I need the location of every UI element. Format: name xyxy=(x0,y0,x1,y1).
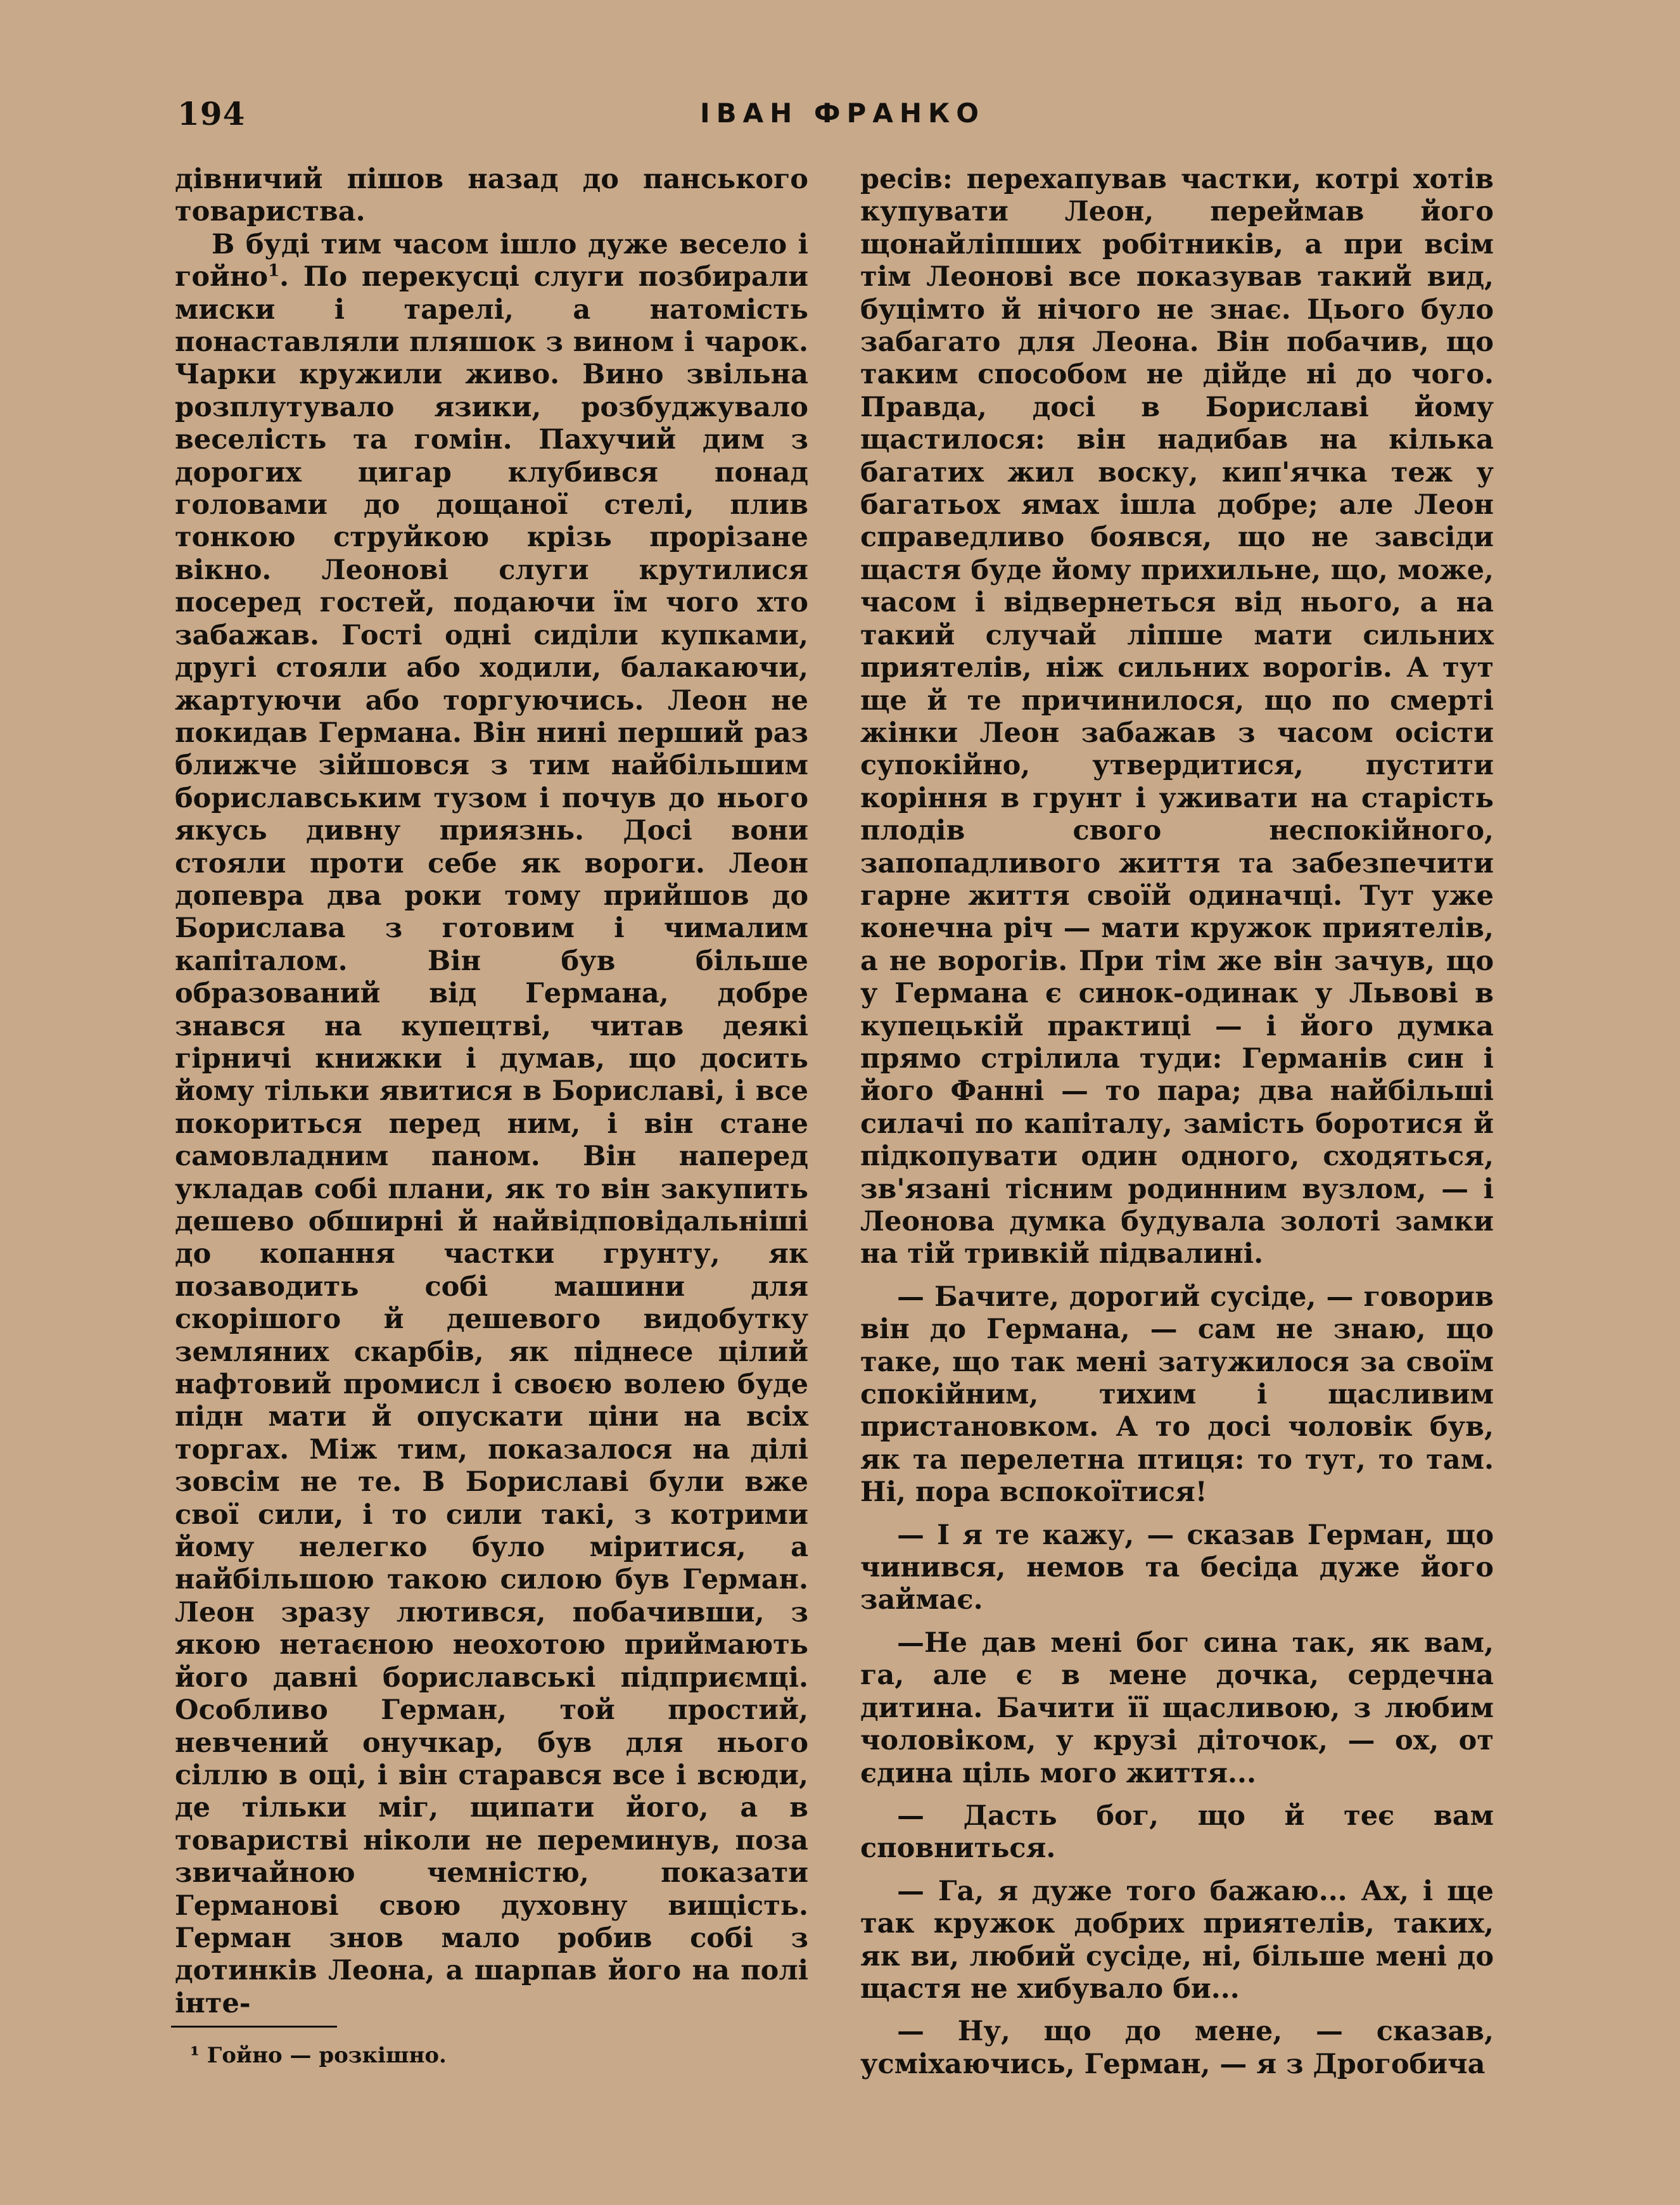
paragraph: ресів: перехапував частки, котрі хотів купувати Леон, переймав його щонайліпших робітників, а при всім тім Леонові все показував такий вид, буцімто й нічого не знає. Цього було забагато для Леона. Він побачив, що таким способом не дійде ні до чого. Правда, досі в Бориславі йому щастилося: він надибав на кілька багатих жил воску, кип'ячка теж у багатьох ямах ішла добре; але Леон справедливо боявся, що не завсіди щастя буде йому прихильне, що, може, часом і відвернеться від нього, а на такий случай ліпше мати сильних приятелів, ніж сильних ворогів. А тут ще й те причинилося, що по смерті жінки Леон забажав з часом осісти супокійно, утвердитися, пустити коріння в грунт і уживати на старість плодів свого неспокійного, запопадливого життя та забезпечити гарне життя своїй одиначці. Тут уже конечна річ — мати кружок приятелів, а не ворогів. При тім же він зачув, що у Германа є синок-одинак у Львові в купецькій практиці — і його думка прямо стрілила туди: Германів син і його Фанні — то пара; два найбільші силачі по капіталу, замість боротися й підкопувати один одного, сходяться, зв'язані тісним родинним вузлом, — і Леонова думка будувала золоті замки на тій тривкій підвалині. xyxy=(860,163,1494,1270)
running-head: ІВАН ФРАНКО xyxy=(699,98,986,129)
paragraph: дівничий пішов назад до панського товариства. xyxy=(175,163,808,228)
dialogue-paragraph: — Дасть бог, що й теє вам сповниться. xyxy=(860,1799,1494,1865)
paragraph xyxy=(175,229,808,2020)
page-header xyxy=(177,95,1508,146)
dialogue-paragraph: — Бачите, дорогий сусіде, — говорив він до Германа, — сам не знаю, що таке, що так мені затужилося за своїм спокійним, тихим і щасливим пристановком. А то досі чоловік був, як та перелетна птиця: то тут, то там. Ні, пора вспокоїтися! xyxy=(860,1281,1494,1509)
footnote: ¹ Гойно — розкішно. xyxy=(190,2043,447,2068)
dialogue-paragraph: — Ну, що до мене, — сказав, усміхаючись, Герман, — я з Дрогобича xyxy=(860,2016,1494,2080)
footnote-rule xyxy=(171,2026,337,2028)
right-column xyxy=(860,163,1494,2081)
page-number: 194 xyxy=(177,95,246,132)
dialogue-paragraph: —Не дав мені бог сина так, як вам, га, але є в мене дочка, сердечна дитина. Бачити її щасливою, з любим чоловіком, у крузі діточок, — ох, от єдина ціль мого життя... xyxy=(860,1627,1494,1789)
paragraph-text: . По перекусці слуги позбирали миски і тарелі, а натомість понаставляли пляшок з вином і чарок. Чарки кружили живо. Вино звільна розплутувало язики, розбуджувало веселість та гомін. Пахучий дим з дорогих цигар клубився понад головами до дощаної стелі, плив тонкою струйкою крізь прорізане вікно. Леонові слуги крутилися посеред гостей, подаючи їм чого хто забажав. Гості одні сиділи купками, другі стояли або ходили, балакаючи, жартуючи або торгуючись. Леон не покидав Германа. Він нині перший раз ближче зійшовся з тим найбільшим бориславським тузом і почув до нього якусь дивну приязнь. Досі вони стояли проти себе як вороги. Леон допевра два роки тому прийшов до Борислава з готовим і чималим капіталом. Він був більше образований від Германа, добре знався на купецтві, читав деякі гірничі книжки і думав, що досить йому тільки явитися в Бориславі, і все покориться перед ним, і він стане самовладним паном. Він наперед укладав собі плани, як то він закупить дешево обширні й найвідповідальніші до копання частки грунту, як позаводить собі машини для скорішого й дешевого видобутку земляних скарбів, як піднесе цілий нафтовий промисл і своєю волею буде підн мати й опускати ціни на всіх торгах. Між тим, показалося на ділі зовсім не те. В Бориславі були вже свої сили, і то сили такі, з котрими йому нелегко було міритися, а найбільшою такою силою був Герман. Леон зразу лютився, побачивши, з якою нетаєною неохотою приймають його давні бориславські підприємці. Особливо Герман, той простий, невчений онучкар, був для нього сіллю в оці, і він старався все і всюди, де тільки міг, щипати його, а в товаристві ніколи не переминув, поза звичайною чемністю, показати Германові свою духовну вищість. Герман знов мало робив собі з дотинків Леона, а шарпав його на полі інте- xyxy=(175,261,808,2019)
paragraph-text: В буді тим часом ішло дуже весело і гойно xyxy=(175,228,808,293)
footnote-ref: 1 xyxy=(268,261,280,281)
dialogue-paragraph: — І я те кажу, — сказав Герман, що чинився, немов та бесіда дуже його займає. xyxy=(860,1519,1494,1616)
dialogue-paragraph: — Га, я дуже того бажаю... Ах, і ще так кружок добрих приятелів, таких, як ви, любий сусіде, ні, більше мені до щастя не хибувало би... xyxy=(860,1875,1494,2005)
left-column xyxy=(175,163,808,2020)
